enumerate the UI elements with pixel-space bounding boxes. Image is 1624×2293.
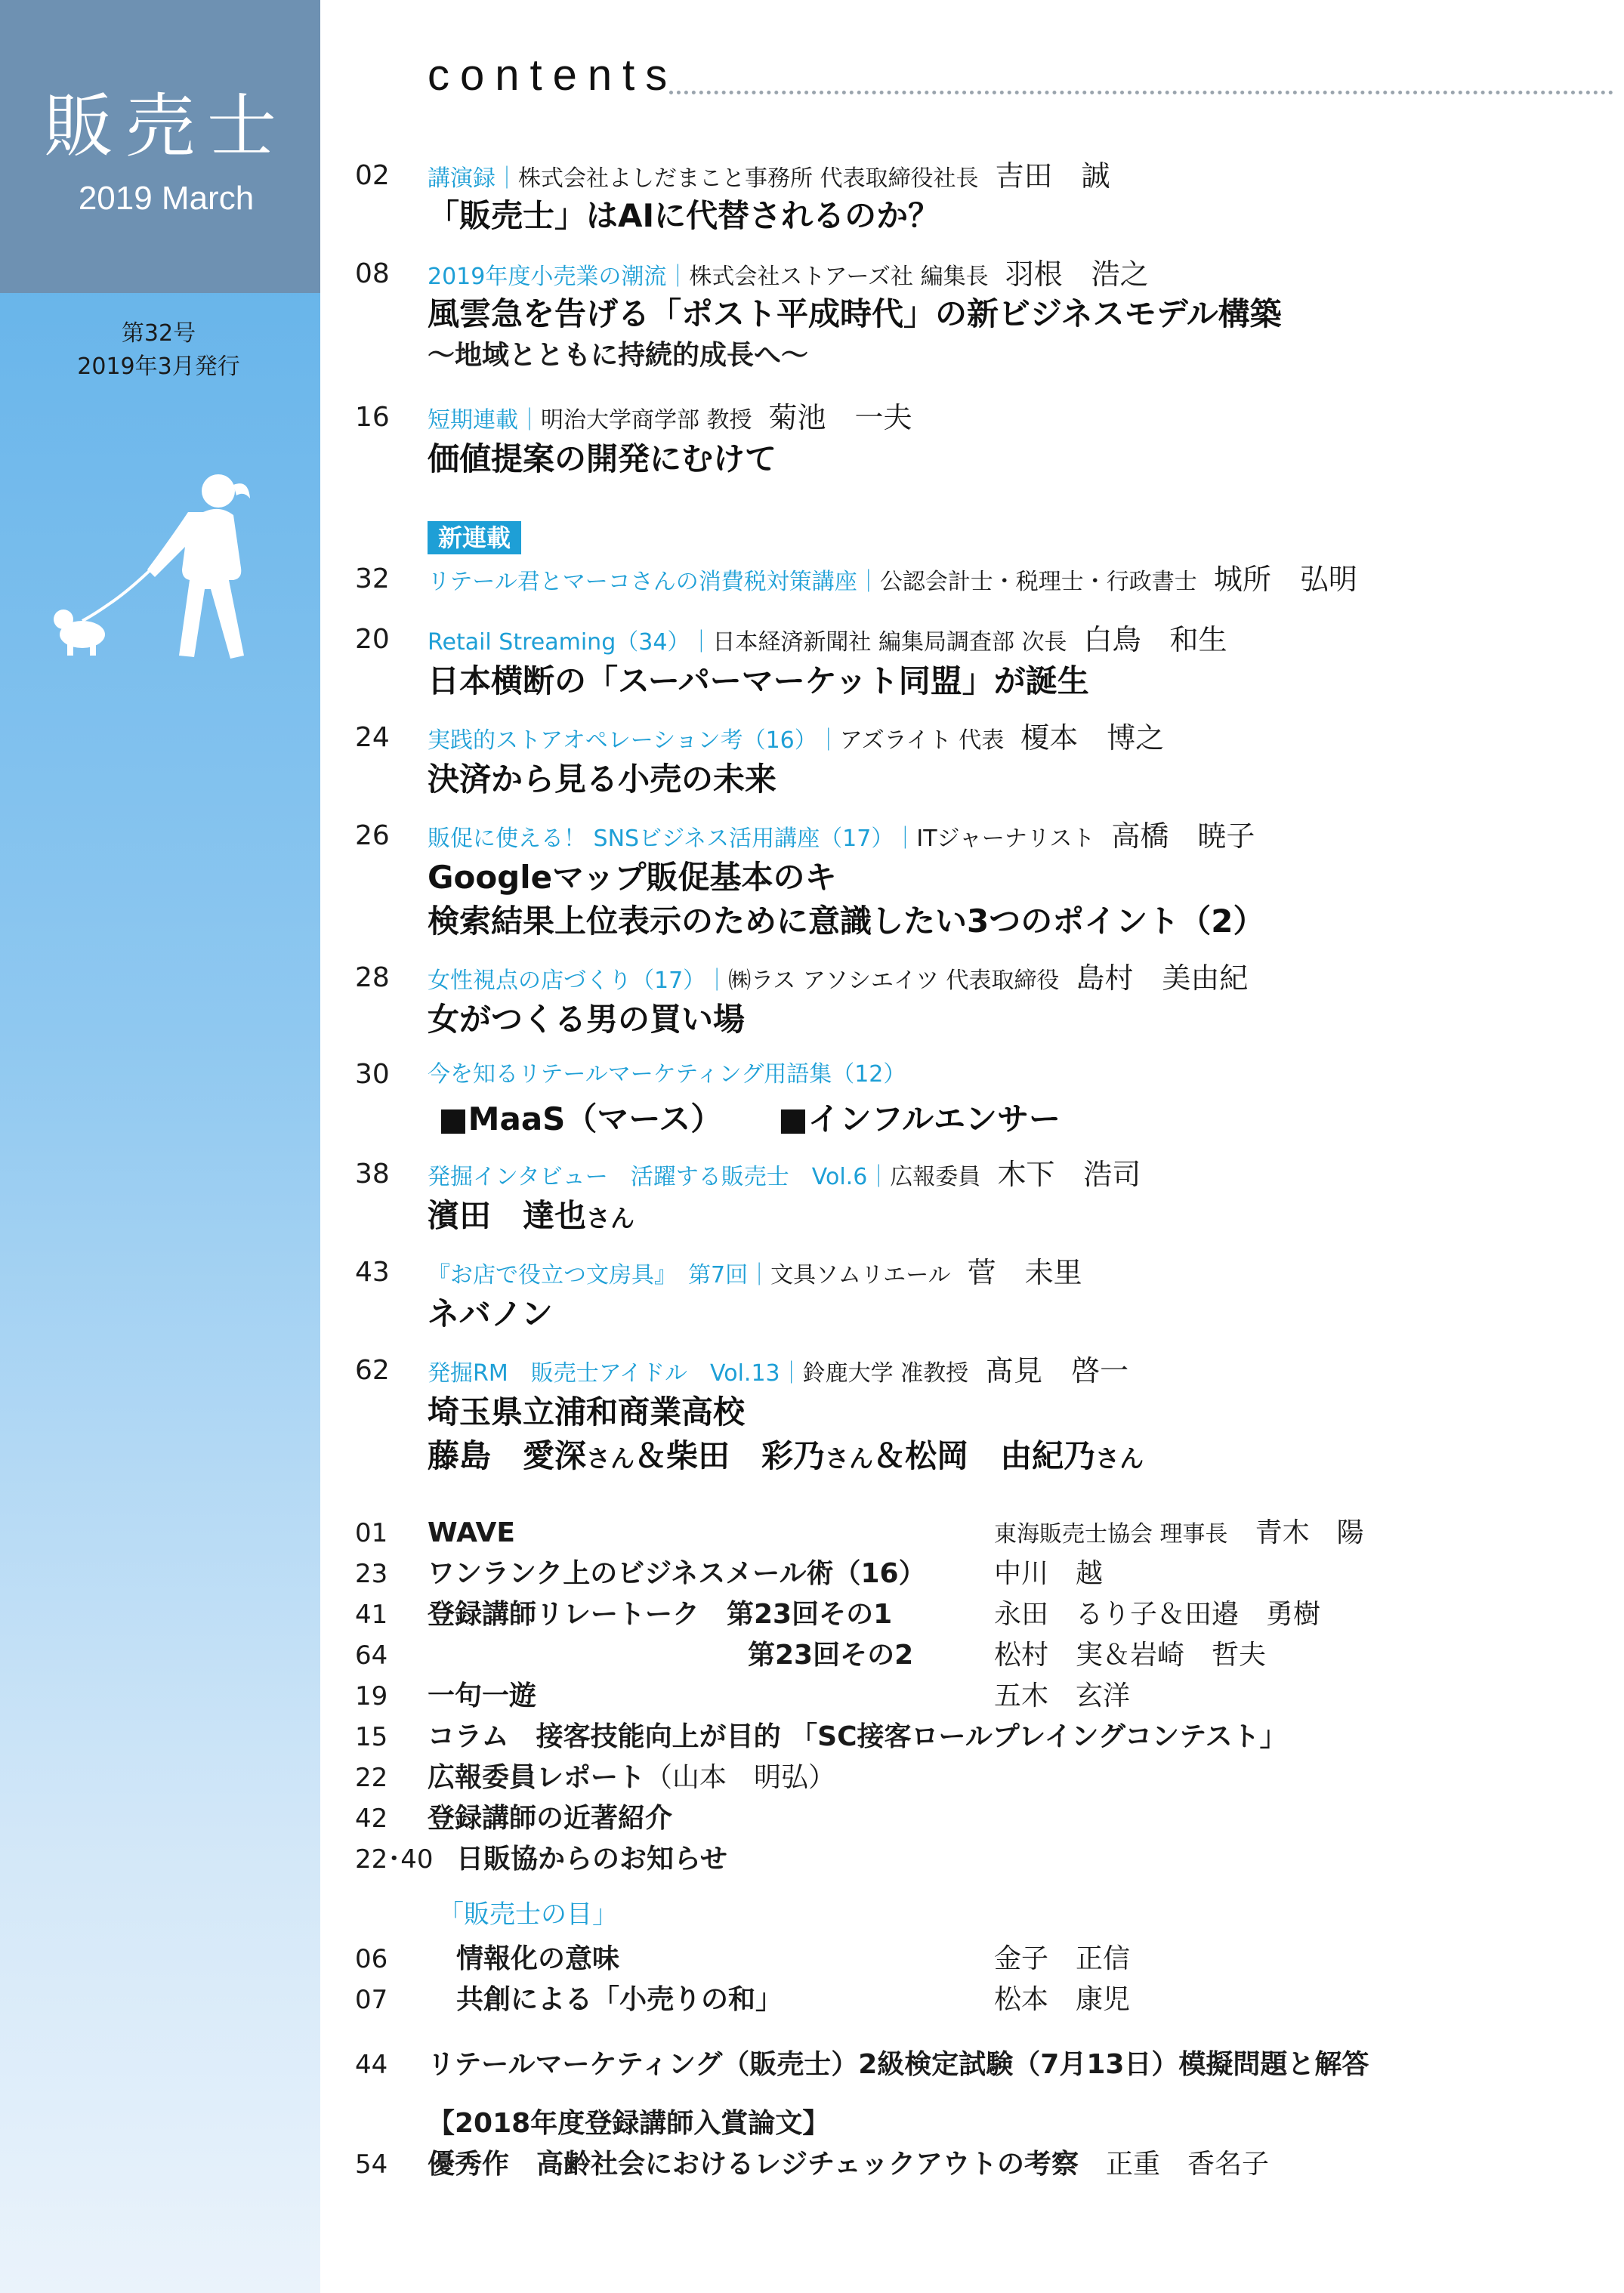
page-number: 26 [355,820,390,851]
author-name: 菊池 一夫 [768,401,912,434]
article-title[interactable]: ■MaaS（マース） [438,1100,723,1137]
article-title[interactable]: 日本横断の「スーパーマーケット同盟」が誕生 [428,662,1089,699]
page-number: 08 [355,258,390,289]
author-name: 城所 弘明 [1213,563,1357,596]
page-number: 28 [355,962,390,993]
article-category: 『お店で役立つ文房具』 第7回｜ [428,1262,771,1288]
page-number: 02 [355,160,390,191]
page-number: 30 [355,1059,390,1090]
article-author: ㈱ラス アソシエイツ 代表取締役 [728,968,1060,994]
article-category: Retail Streaming（34）｜ [428,629,713,656]
article-category: 発掘インタビュー 活躍する販売士 Vol.6｜ [428,1164,891,1190]
article-title-line2[interactable]: 検索結果上位表示のために意識したい3つのポイント（2） [428,903,1265,940]
column-title-text: 広報委員レポート [428,1762,646,1793]
sidebar [0,0,320,2293]
award-title[interactable] [428,2145,1269,2184]
article-category: 短期連載｜ [428,407,541,434]
walking-dog-illustration [48,468,275,665]
article-meta [428,255,1149,296]
article-title[interactable]: ネバノン [428,1295,553,1332]
page-number: 23 [355,1559,388,1589]
article-meta [428,157,1110,198]
article-title[interactable]: Googleマップ販促基本のキ [428,859,837,896]
honorific: さん [586,1444,635,1473]
page-number: 22 [355,1763,388,1793]
column-title[interactable]: 一句一遊 [428,1680,537,1711]
article-title-line2[interactable] [428,1435,1144,1480]
page-number: 16 [355,402,390,433]
issue-number: 第32号 [121,320,196,347]
article-author: 公認会計士・税理士・行政書士 [879,569,1197,595]
page-number: 42 [355,1804,388,1834]
article-author: 鈴鹿大学 准教授 [802,1360,969,1387]
column-author: 五木 玄洋 [994,1680,1131,1711]
column-author: 永田 るり子＆田邉 勇樹 [994,1599,1321,1630]
author-affiliation: 東海販売士協会 理事長 [994,1521,1228,1548]
author-name: 青木 陽 [1255,1517,1364,1548]
author-name: 白鳥 和生 [1083,623,1227,656]
article-meta [428,719,1164,760]
author-name: 髙見 啓一 [985,1354,1129,1387]
page-number: 54 [355,2149,388,2180]
award-heading: 【2018年度登録講師入賞論文】 [428,2108,830,2139]
column-title[interactable]: WAVE [428,1517,515,1548]
page-number: 62 [355,1355,390,1386]
page-number: 43 [355,1257,390,1288]
page-number: 20 [355,624,390,655]
article-category: リテール君とマーコさんの消費税対策講座｜ [428,569,880,595]
article-category: 販促に使える！ SNSビジネス活用講座（17）｜ [428,826,917,852]
article-category: 2019年度小売業の潮流｜ [428,264,690,290]
author-name: 榎本 博之 [1020,721,1165,755]
article-meta [428,959,1248,1000]
award-title-text: 優秀作 高齢社会におけるレジチェックアウトの考察 [428,2149,1079,2180]
issue-date: 2019年3月発行 [77,353,240,380]
author-name: 島村 美由紀 [1076,961,1249,995]
article-author: ITジャーナリスト [916,826,1095,852]
article-title[interactable]: 価値提案の開発にむけて [428,440,777,477]
author-name: 菅 未里 [967,1256,1082,1289]
column-title[interactable] [428,1758,835,1798]
honorific: さん [1095,1444,1144,1473]
page-number: 44 [355,2050,388,2080]
article-title[interactable]: 女がつくる男の買い場 [428,1001,746,1038]
honorific: さん [586,1204,635,1233]
article-category: 今を知るリテールマーケティング用語集（12） [428,1061,906,1088]
article-author: 広報委員 [890,1164,981,1190]
page-number: 15 [355,1722,388,1752]
article-category: 講演録｜ [428,165,518,192]
column-author: 金子 正信 [994,1943,1131,1974]
article-author: 株式会社よしだまこと事務所 代表取締役社長 [518,165,979,192]
column-author [994,1514,1364,1554]
article-title[interactable] [428,1195,634,1239]
column-title-note: （山本 明弘） [645,1762,836,1793]
article-meta [428,1352,1128,1393]
page-number: 24 [355,722,390,753]
student-name: ＆柴田 彩乃 [634,1437,826,1474]
article-meta [428,1056,906,1094]
column-title[interactable]: 第23回その2 [748,1640,914,1671]
column-title[interactable]: コラム 接客技能向上が目的 「SC接客ロールプレイングコンテスト」 [428,1721,1287,1752]
magazine-date: 2019 March [78,180,255,217]
article-author: アズライト 代表 [839,727,1005,754]
page-number: 38 [355,1159,390,1190]
article-category: 実践的ストアオペレーション考（16）｜ [428,727,840,754]
article-title[interactable]: 風雲急を告げる「ポスト平成時代」の新ビジネスモデル構築 [428,295,1282,332]
award-author: 正重 香名子 [1106,2149,1270,2180]
column-title[interactable]: 情報化の意味 [456,1943,620,1974]
student-name: ＆松岡 由紀乃 [873,1437,1096,1474]
article-author: 明治大学商学部 教授 [541,407,752,434]
article-meta [428,621,1227,662]
page-number: 07 [355,1985,388,2015]
author-name: 高橋 暁子 [1111,819,1255,853]
article-title[interactable]: 「販売士」はAIに代替されるのか？ [428,197,940,234]
article-category: 女性視点の店づくり（17）｜ [428,968,729,994]
column-author: 松村 実＆岩崎 哲夫 [994,1640,1267,1671]
contents-heading: contents [428,51,678,100]
article-meta [428,399,912,440]
author-name: 羽根 浩之 [1005,258,1149,291]
article-title[interactable]: 決済から見る小売の未来 [428,761,777,798]
article-title-second[interactable]: ■インフルエンサー [778,1100,1061,1137]
column-title[interactable]: ワンランク上のビジネスメール術（16） [428,1558,926,1589]
section-heading: 「販売士の目」 [438,1900,618,1930]
article-author: 日本経済新聞社 編集局調査部 次長 [712,629,1067,656]
article-category: 発掘RM 販売士アイドル Vol.13｜ [428,1360,803,1387]
page-number: 01 [355,1518,388,1548]
page-number: 41 [355,1600,388,1630]
article-title[interactable]: 埼玉県立浦和商業高校 [428,1393,746,1430]
article-author: 株式会社ストアーズ社 編集長 [689,264,989,290]
author-name: 吉田 誠 [995,159,1110,193]
page-number: 19 [355,1681,388,1711]
article-meta [428,1156,1141,1196]
column-title[interactable]: 登録講師の近著紹介 [428,1803,673,1834]
column-author: 中川 越 [994,1558,1104,1589]
page-number: 06 [355,1944,388,1974]
page-number: 22･40 [355,1844,434,1875]
student-name: 藤島 愛深 [428,1437,587,1474]
page-number: 64 [355,1640,388,1671]
column-author: 松本 康児 [994,1984,1131,2015]
column-title[interactable]: 共創による「小売りの和」 [456,1984,783,2015]
heading-dotted-rule [669,91,1613,94]
page-number: 32 [355,563,390,594]
interviewee-name: 濱田 達也 [428,1197,587,1234]
article-meta[interactable] [428,560,1357,601]
magazine-title: 販売士 [43,86,289,167]
honorific: さん [825,1444,874,1473]
new-series-badge: 新連載 [428,521,521,554]
article-author: 文具ソムリエール [770,1262,951,1288]
article-meta [428,1254,1082,1295]
author-name: 木下 浩司 [997,1158,1141,1191]
exam-title[interactable]: リテールマーケティング（販売士）2級検定試験（7月13日）模擬問題と解答 [428,2049,1369,2080]
column-title[interactable]: 日販協からのお知らせ [456,1844,727,1875]
column-title[interactable]: 登録講師リレートーク 第23回その1 [428,1599,893,1630]
article-subtitle: ～地域とともに持続的成長へ～ [428,340,809,371]
article-meta [428,817,1255,858]
